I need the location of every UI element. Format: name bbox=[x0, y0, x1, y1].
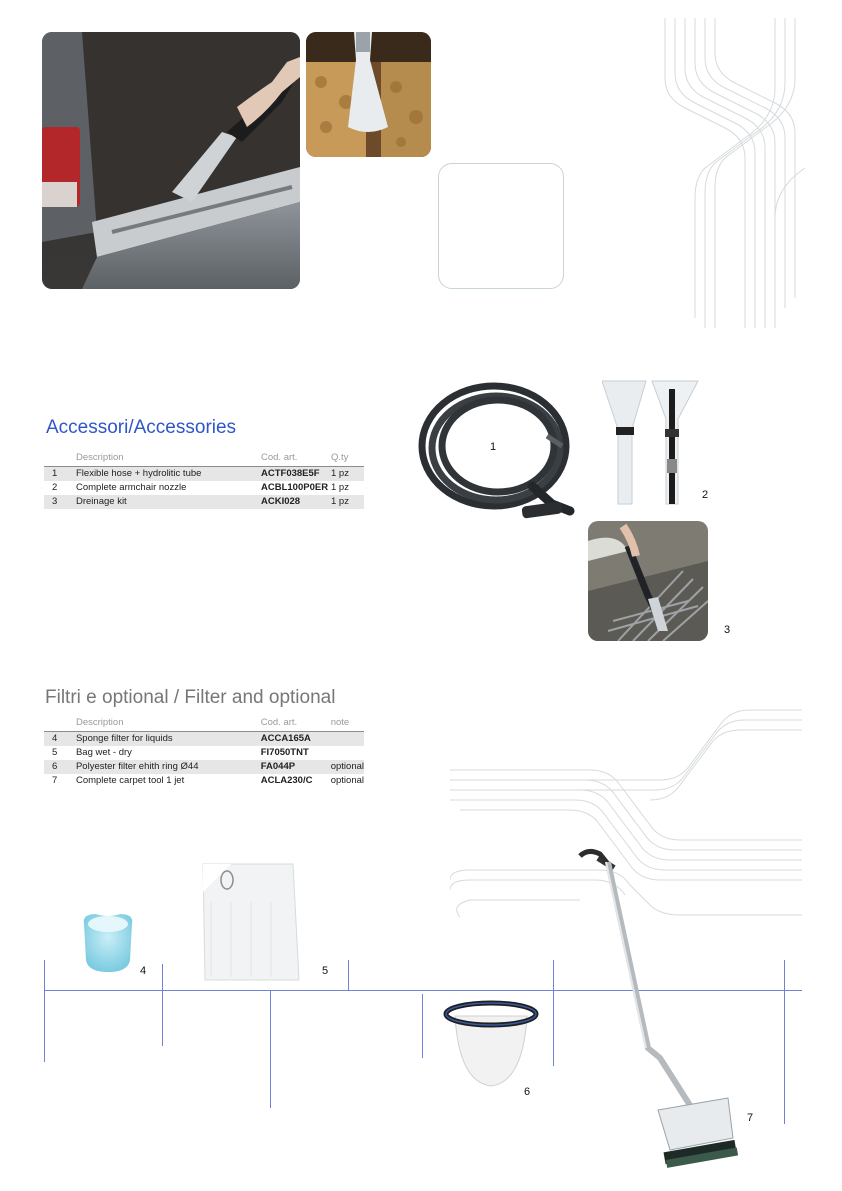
row-code: FA044P bbox=[261, 760, 331, 774]
label-1: 1 bbox=[490, 441, 497, 453]
row-code: FI7050TNT bbox=[260, 747, 309, 758]
accessories-heading: Accessori/Accessories bbox=[46, 417, 237, 438]
row-description: Complete carpet tool 1 jet bbox=[75, 775, 185, 786]
column-code: Cod. art. bbox=[261, 452, 331, 467]
table-row bbox=[44, 732, 364, 747]
guide-line bbox=[348, 960, 349, 990]
filters-table bbox=[44, 717, 364, 788]
table-row bbox=[44, 746, 364, 760]
row-description: Flexible hose + hydrolitic tube bbox=[76, 467, 261, 482]
armchair-nozzle-image bbox=[602, 379, 700, 509]
row-number: 1 bbox=[44, 467, 76, 482]
row-number: 6 bbox=[44, 760, 76, 774]
row-qty: 1 pz bbox=[331, 467, 364, 482]
row-code: ACKI028 bbox=[261, 495, 331, 509]
row-number: 2 bbox=[52, 482, 58, 493]
car-trunk-cleaning-photo bbox=[42, 32, 300, 289]
flexible-hose-image bbox=[412, 376, 582, 526]
blank-image-frame bbox=[438, 163, 564, 289]
column-description: Description bbox=[76, 717, 261, 732]
row-note bbox=[331, 746, 364, 760]
filters-heading: Filtri e optional / Filter and optional bbox=[45, 687, 336, 708]
row-note: optional bbox=[330, 775, 364, 786]
row-description: Bag wet - dry bbox=[75, 747, 132, 758]
guide-line bbox=[784, 960, 785, 1124]
row-description: Complete armchair nozzle bbox=[76, 482, 187, 493]
row-number: 3 bbox=[44, 495, 76, 509]
label-3: 3 bbox=[724, 624, 731, 636]
decorative-line-pattern-top bbox=[655, 18, 805, 328]
filters-table-header bbox=[44, 717, 364, 732]
table-row bbox=[44, 760, 364, 774]
row-description: Polyester filter ehith ring Ø44 bbox=[76, 760, 261, 774]
accessories-table-header bbox=[44, 452, 364, 467]
wet-dry-bag-image bbox=[201, 862, 301, 982]
row-number: 4 bbox=[44, 732, 76, 747]
label-5: 5 bbox=[322, 965, 329, 977]
row-code: ACCA165A bbox=[261, 732, 331, 747]
column-description: Description bbox=[76, 452, 261, 467]
row-code: ACLA230/C bbox=[260, 775, 313, 786]
label-6: 6 bbox=[524, 1086, 531, 1098]
drainage-kit-photo bbox=[588, 521, 708, 641]
column-note: note bbox=[331, 717, 364, 732]
guide-line bbox=[270, 990, 271, 1108]
guide-line bbox=[422, 994, 423, 1058]
row-note bbox=[331, 732, 364, 747]
row-number: 7 bbox=[52, 775, 58, 786]
table-row bbox=[44, 774, 364, 788]
label-4: 4 bbox=[140, 965, 147, 977]
accessories-table bbox=[44, 452, 364, 509]
table-row bbox=[44, 481, 364, 495]
guide-line bbox=[162, 964, 163, 1046]
guide-line bbox=[44, 960, 45, 1062]
polyester-filter-image bbox=[443, 1000, 539, 1090]
carpet-tool-image bbox=[578, 848, 748, 1172]
label-2: 2 bbox=[702, 489, 709, 501]
row-code: ACTF038E5F bbox=[261, 467, 331, 482]
row-note: optional bbox=[330, 761, 364, 772]
label-7: 7 bbox=[747, 1112, 754, 1124]
column-qty: Q.ty bbox=[331, 452, 364, 467]
sponge-filter-image bbox=[78, 910, 138, 974]
guide-line bbox=[553, 960, 554, 1066]
row-code: ACBL100P0ER bbox=[261, 482, 329, 493]
column-code: Cod. art. bbox=[261, 717, 331, 732]
row-qty: 1 pz bbox=[331, 495, 364, 509]
row-number: 5 bbox=[52, 747, 58, 758]
row-description: Dreinage kit bbox=[76, 495, 261, 509]
row-description: Sponge filter for liquids bbox=[76, 732, 261, 747]
table-row bbox=[44, 467, 364, 482]
row-qty: 1 pz bbox=[331, 482, 349, 493]
upholstery-cleaning-photo bbox=[306, 32, 431, 157]
table-row bbox=[44, 495, 364, 509]
